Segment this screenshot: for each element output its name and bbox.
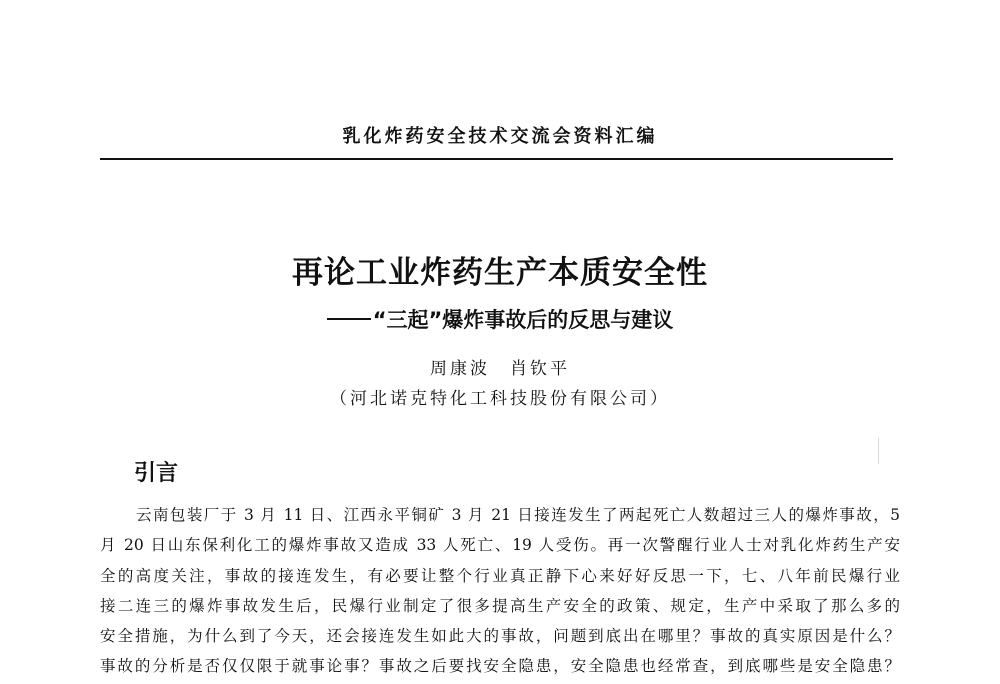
running-header: 乳化炸药安全技术交流会资料汇编 <box>342 126 658 147</box>
scan-mark <box>878 438 879 464</box>
body-line: 月 20 日山东保利化工的爆炸事故又造成 33 人死亡、19 人受伤。再一次警醒行业人士对乳化炸药生产安 <box>100 536 900 555</box>
section-heading: 引言 <box>134 461 179 486</box>
article-subtitle <box>0 304 1000 334</box>
body-line: 事故的分析是否仅仅限于就事论事？事故之后要找安全隐患，安全隐患也经常查，到底哪些是安全隐患？ <box>100 657 900 676</box>
body-line: 安全措施，为什么到了今天，还会接连发生如此大的事故，问题到底出在哪里？事故的真实原因是什么？ <box>100 627 900 646</box>
body-line: 全的高度关注，事故的接连发生，有必要让整个行业真正静下心来好好反思一下，七、八年前民爆行业 <box>100 566 900 585</box>
article-affiliation: （河北诺克特化工科技股份有限公司） <box>330 389 670 409</box>
header-rule <box>100 158 893 160</box>
article-authors: 周康波 肖钦平 <box>430 359 570 379</box>
body-line: 云南包装厂于 3 月 11 日、江西永平铜矿 3 月 21 日接连发生了两起死亡人数超过三人的爆炸事故，5 <box>136 506 900 524</box>
article-title: 再论工业炸药生产本质安全性 <box>292 255 708 291</box>
subtitle-dash <box>327 318 371 320</box>
body-paragraph <box>100 500 900 682</box>
subtitle-text: “三起”爆炸事故后的反思与建议 <box>372 308 674 332</box>
body-line: 接二连三的爆炸事故发生后，民爆行业制定了很多提高生产安全的政策、规定，生产中采取了那么多的 <box>100 596 900 615</box>
